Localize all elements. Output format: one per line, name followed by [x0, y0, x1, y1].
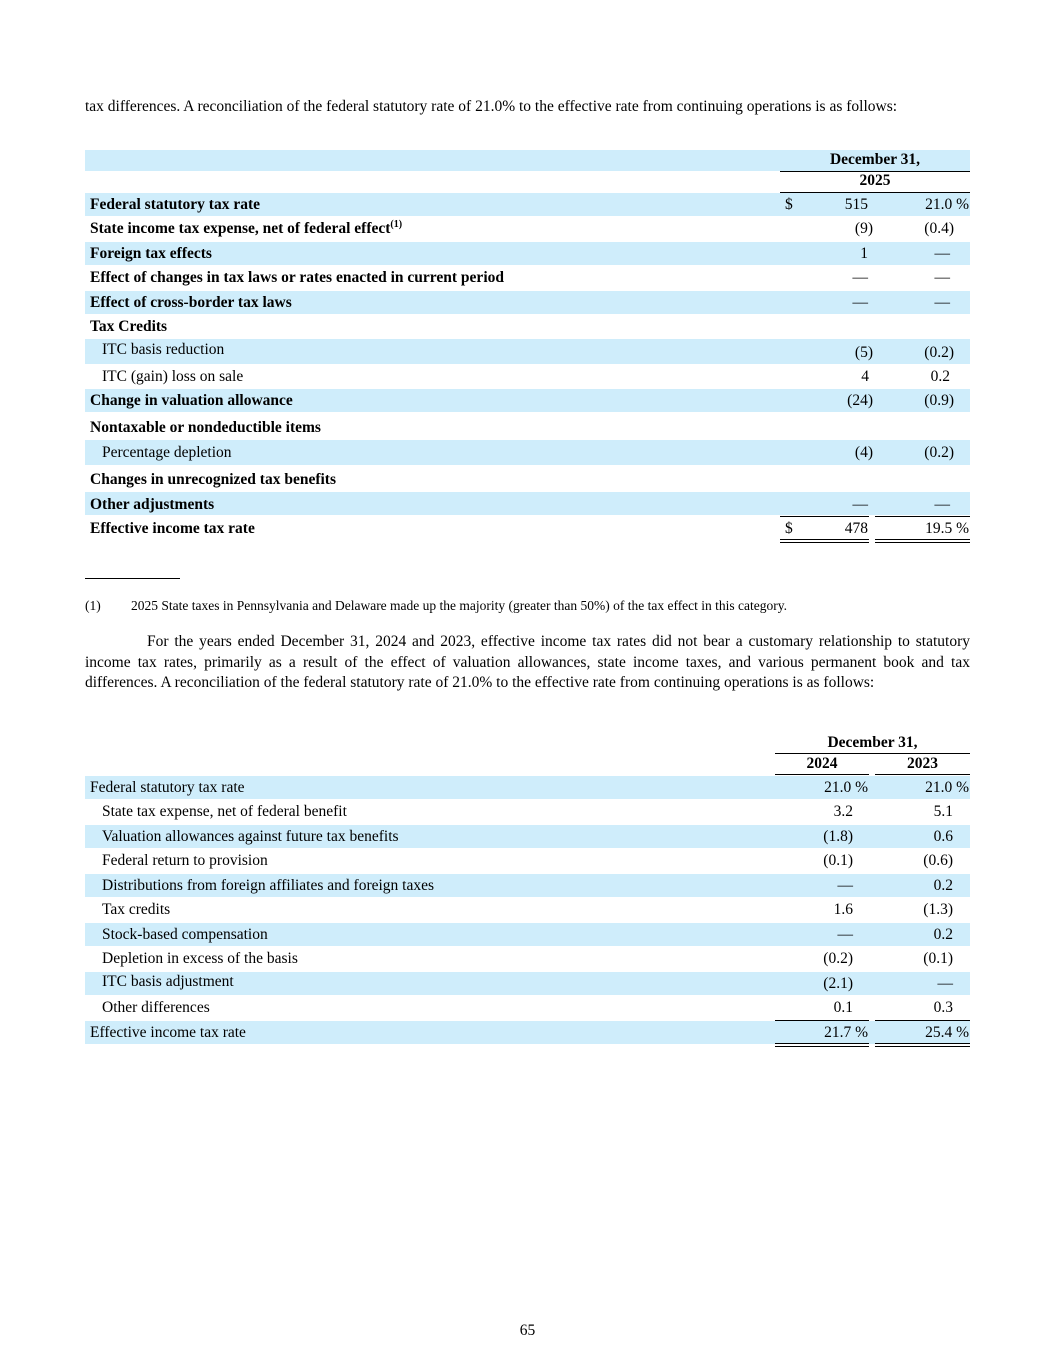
row-label: Depletion in excess of the basis — [102, 950, 298, 967]
row-label: Federal return to provision — [102, 852, 268, 869]
table2-row — [85, 825, 970, 848]
table1-row — [85, 364, 970, 387]
value-2024: (2.1) — [823, 975, 853, 992]
row-label: Other differences — [102, 999, 210, 1016]
rate-2025: (0.2) — [924, 344, 954, 361]
table1-row — [85, 414, 970, 440]
row-label: State income tax expense, net of federal effect$^{(1)}$ — [90, 218, 403, 237]
row-label: Federal statutory tax rate — [90, 196, 261, 213]
rate-2025: — — [934, 496, 950, 513]
row-label: Valuation allowances against future tax benefits — [102, 828, 399, 845]
row-label: ITC basis reduction — [102, 341, 225, 358]
table1-row — [85, 291, 970, 314]
value-2024: (0.1) — [823, 852, 853, 869]
table1-row — [85, 217, 970, 240]
row-label: Foreign tax effects — [90, 245, 212, 262]
amount-2025: 478 — [844, 520, 868, 537]
value-2023: 21.0 % — [925, 779, 969, 796]
rate-2025: (0.9) — [924, 392, 954, 409]
amount-2025: (9) — [854, 220, 873, 237]
value-2024: — — [837, 926, 853, 943]
rate-2025: (0.4) — [924, 220, 954, 237]
row-label: Effect of changes in tax laws or rates enacted in current period — [90, 269, 504, 286]
amount-2025: (5) — [854, 344, 873, 361]
value-2023: — — [937, 975, 953, 992]
rate-2025: — — [934, 245, 950, 262]
table2-header-year-2024: 2024 — [806, 755, 838, 772]
table2-row — [85, 923, 970, 946]
value-2024: 0.1 — [833, 999, 853, 1016]
row-label: Effective income tax rate — [90, 1024, 246, 1041]
amount-2025: (4) — [854, 444, 873, 461]
table2-row-total — [85, 1021, 970, 1044]
row-label: Other adjustments — [90, 496, 215, 513]
value-2024: — — [837, 877, 853, 894]
value-2024: 21.7 % — [824, 1024, 868, 1041]
table1-row — [85, 193, 970, 216]
table2-row — [85, 996, 970, 1019]
value-2023: (0.6) — [923, 852, 953, 869]
table2-total-double-rule — [875, 1043, 970, 1047]
value-2024: 21.0 % — [824, 779, 868, 796]
table2-header-year-2023: 2023 — [907, 755, 938, 772]
amount-2025: 515 — [844, 196, 868, 213]
value-2023: 5.1 — [933, 803, 953, 820]
amount-2025: — — [852, 294, 868, 311]
value-2023: 0.3 — [933, 999, 953, 1016]
value-2023: 0.6 — [933, 828, 953, 845]
row-label: Percentage depletion — [102, 444, 232, 461]
value-2024: 3.2 — [833, 803, 853, 820]
footnote-marker: (1) — [85, 598, 101, 613]
dollar-sign: $ — [785, 196, 793, 213]
value-2023: (1.3) — [923, 901, 953, 918]
row-label: Tax credits — [102, 901, 171, 918]
second-paragraph: For the years ended December 31, 2024 and 2023, effective income tax rates did not bear a customary relationship to statutory income tax rates, primarily as a result of the effect of valuation allowances, state income taxes, and various permanent book and tax differences. A reconciliation of the federal statutory rate of 21.0% to the effective rate from continuing operations is as follows: — [85, 633, 970, 691]
row-label: Tax Credits — [90, 318, 168, 335]
amount-2025: — — [852, 496, 868, 513]
value-2024: 1.6 — [833, 901, 853, 918]
rate-2025: — — [934, 269, 950, 286]
table1-row-total — [85, 517, 970, 540]
footnote-separator — [85, 578, 180, 579]
value-2023: 25.4 % — [925, 1024, 969, 1041]
row-label: Effective income tax rate — [90, 520, 255, 537]
intro-paragraph: tax differences. A reconciliation of the federal statutory rate of 21.0% to the effective rate from continuing operations is as follows: — [85, 98, 898, 115]
row-label: Effect of cross-border tax laws — [90, 294, 292, 311]
table1-total-double-rule — [780, 539, 869, 543]
amount-2025: (24) — [847, 392, 873, 409]
table2-header-rule — [775, 753, 970, 754]
row-label: Nontaxable or nondeductible items — [90, 419, 321, 436]
row-label: Distributions from foreign affiliates and foreign taxes — [102, 877, 435, 894]
table1-row — [85, 440, 970, 465]
table2-row — [85, 898, 970, 921]
row-label: State tax expense, net of federal benefit — [102, 803, 347, 820]
table1-row — [85, 339, 970, 364]
table2-header-period: December 31, — [827, 734, 918, 751]
row-label: Changes in unrecognized tax benefits — [90, 471, 337, 488]
amount-2025: 1 — [860, 245, 868, 262]
table2-row — [85, 972, 970, 995]
table2-row — [85, 947, 970, 970]
table1-header-period: December 31, — [829, 151, 921, 168]
table2-row — [85, 776, 970, 799]
value-2023: 0.2 — [933, 877, 953, 894]
table1-row — [85, 389, 970, 412]
amount-2025: — — [852, 269, 868, 286]
row-label: Stock-based compensation — [102, 926, 268, 943]
table2-total-double-rule — [775, 1043, 869, 1047]
value-2023: (0.1) — [923, 950, 953, 967]
table2-header-rule-2024 — [775, 774, 869, 775]
rate-2025: 19.5 % — [925, 520, 969, 537]
value-2023: 0.2 — [933, 926, 953, 943]
amount-2025: 4 — [861, 368, 869, 385]
rate-2025: (0.2) — [924, 444, 954, 461]
table1-header-year: 2025 — [859, 172, 891, 189]
rate-2025: 21.0 % — [925, 196, 969, 213]
dollar-sign: $ — [785, 520, 793, 537]
row-label: Federal statutory tax rate — [90, 779, 245, 796]
table2-row — [85, 849, 970, 872]
table2-row — [85, 874, 970, 897]
table1-row — [85, 492, 970, 515]
table2-row — [85, 800, 970, 823]
value-2024: (0.2) — [823, 950, 853, 967]
table2-header-rule-2023 — [875, 774, 970, 775]
table1-total-double-rule — [875, 539, 970, 543]
rate-2025: 0.2 — [930, 368, 950, 385]
table1-row — [85, 465, 970, 492]
footnote-text: 2025 State taxes in Pennsylvania and Delaware made up the majority (greater than 50%) of the tax effect in this category. — [131, 598, 788, 613]
row-label: ITC basis adjustment — [102, 973, 234, 990]
row-label: Change in valuation allowance — [90, 392, 293, 409]
page-number: 65 — [519, 1322, 536, 1339]
table1-row — [85, 242, 970, 265]
row-label: ITC (gain) loss on sale — [102, 368, 244, 385]
footnote-ref: (1) — [390, 218, 403, 230]
rate-2025: — — [934, 294, 950, 311]
table1-row — [85, 315, 970, 338]
table1-row — [85, 266, 970, 289]
value-2024: (1.8) — [823, 828, 853, 845]
